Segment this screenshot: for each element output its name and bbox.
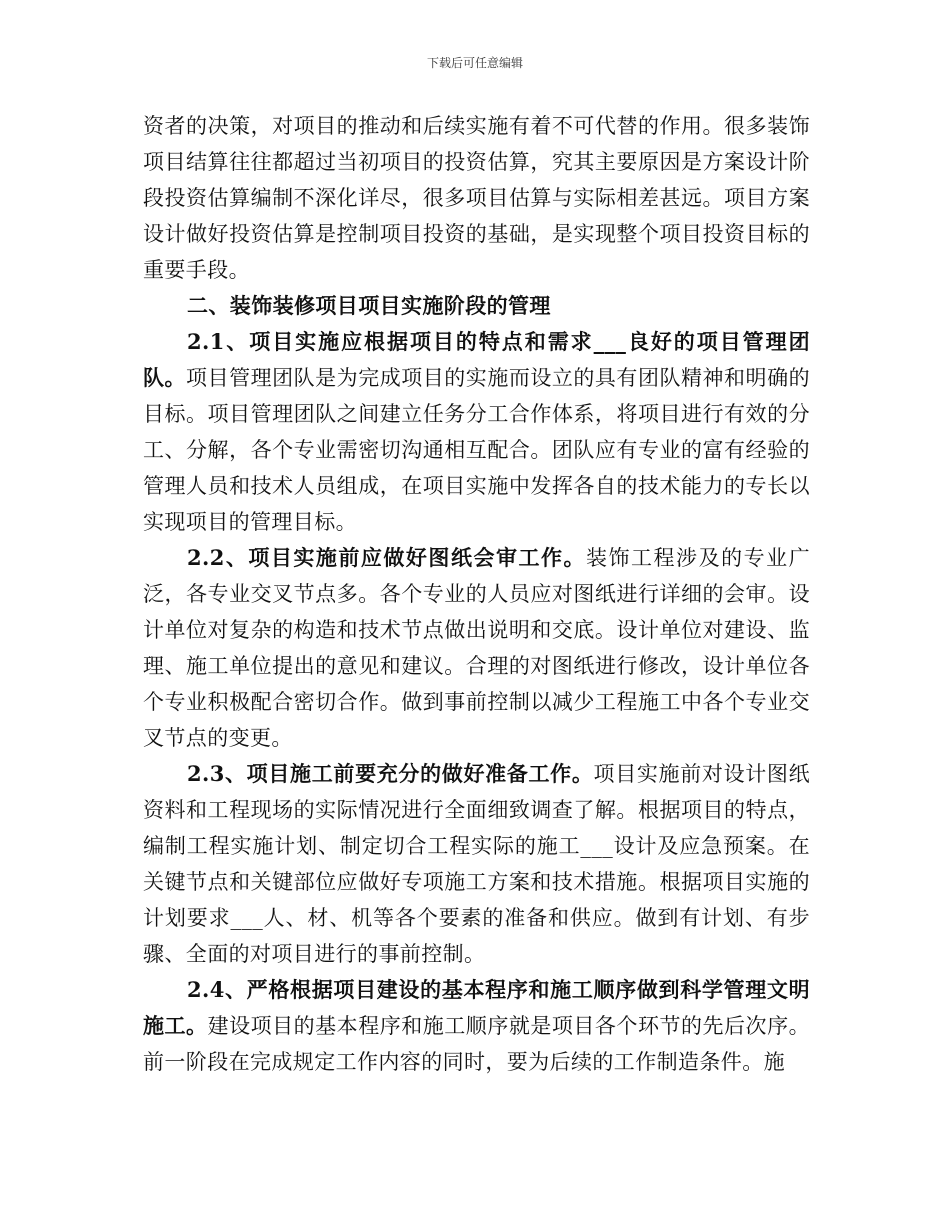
paragraph-2-3 xyxy=(143,756,810,972)
paragraph-text: 装饰工程涉及的专业广泛，各专业交叉节点多。各个专业的人员应对图纸进行详细的会审。设计单位对复杂的构造和技术节点做出说明和交底。设计单位对建设、监理、施工单位提出的意见和建议。合理的对图纸进行修改，设计单位各个专业积极配合密切合作。做到事前控制以减少工程施工中各个专业交叉节点的变更。 xyxy=(143,546,811,750)
section-heading-text: 二、装饰装修项目项目实施阶段的管理 xyxy=(187,293,551,318)
paragraph-2-1 xyxy=(143,324,810,540)
document-body xyxy=(143,108,810,1080)
paragraph-text: 项目实施前对设计图纸资料和工程现场的实际情况进行全面细致调查了解。根据项目的特点，编制工程实施计划、制定切合工程实际的施工___设计及应急预案。在关键节点和关键部位应做好专项施工方案和技术措施。根据项目实施的计划要求___人、材、机等各个要素的准备和供应。做到有计划、有步骤、全面的对项目进行的事前控制。 xyxy=(143,762,810,966)
paragraph-intro xyxy=(143,108,810,288)
paragraph-text: 项目管理团队是为完成项目的实施而设立的具有团队精神和明确的目标。项目管理团队之间建立任务分工合作体系，将项目进行有效的分工、分解，各个专业需密切沟通相互配合。团队应有专业的富有经验的管理人员和技术人员组成，在项目实施中发挥各自的技术能力的专长以实现项目的管理目标。 xyxy=(143,366,810,534)
paragraph-2-4 xyxy=(143,972,810,1080)
paragraph-text: 资者的决策，对项目的推动和后续实施有着不可代替的作用。很多装饰项目结算往往都超过当初项目的投资估算，究其主要原因是方案设计阶段投资估算编制不深化详尽，很多项目估算与实际相差甚远。项目方案设计做好投资估算是控制项目投资的基础，是实现整个项目投资目标的重要手段。 xyxy=(143,114,810,282)
paragraph-lead: 2.1、项目实施应根据项目的特点和需求___良好的项目管理团队。 xyxy=(143,329,810,390)
paragraph-lead: 2.4、严格根据项目建设的基本程序和施工顺序做到科学管理文明施工。 xyxy=(143,977,810,1038)
paragraph-lead: 2.3、项目施工前要充分的做好准备工作。 xyxy=(187,761,594,786)
page-header: 下载后可任意编辑 xyxy=(426,56,523,70)
paragraph-text: 建设项目的基本程序和施工顺序就是项目各个环节的先后次序。前一阶段在完成规定工作内容的同时，要为后续的工作制造条件。施 xyxy=(143,1014,810,1074)
section-heading xyxy=(143,288,810,324)
paragraph-lead: 2.2、项目实施前应做好图纸会审工作。 xyxy=(187,545,587,570)
paragraph-2-2 xyxy=(143,540,810,756)
